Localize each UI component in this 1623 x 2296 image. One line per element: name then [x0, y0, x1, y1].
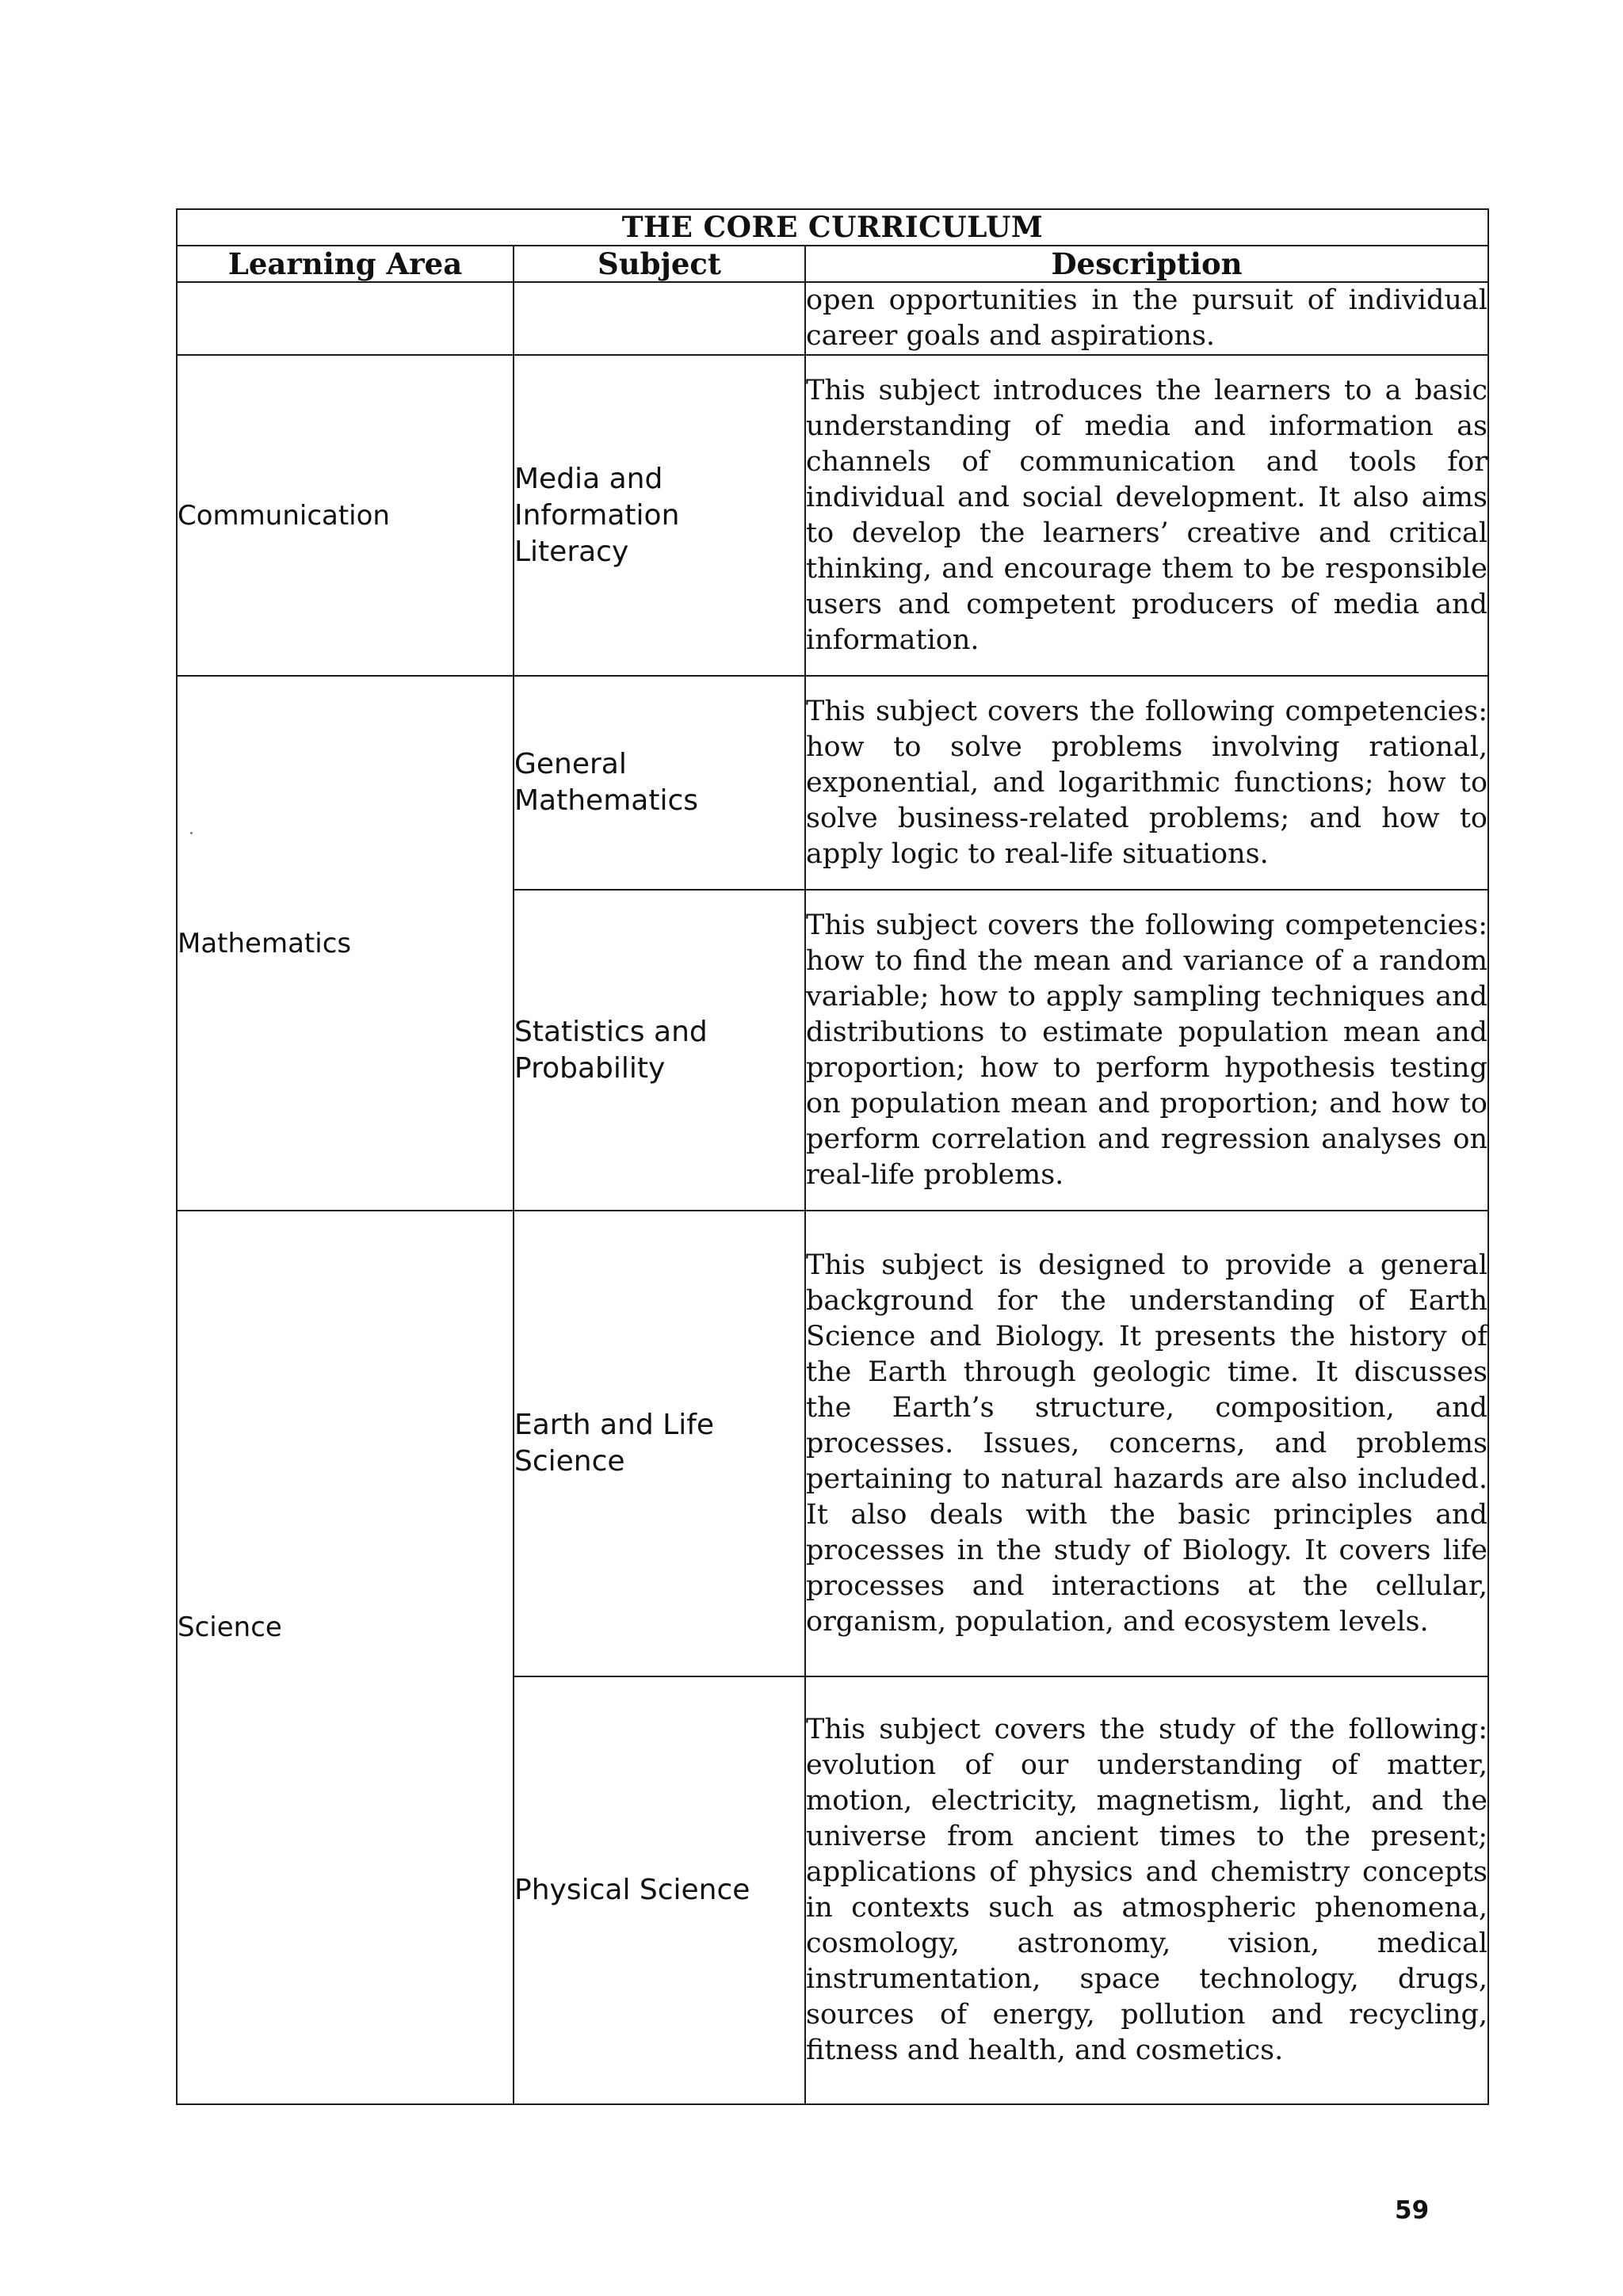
- table-row: [177, 676, 1488, 890]
- table-row: [177, 355, 1488, 676]
- description-text: This subject covers the study of the following: evolution of our understanding of matter, motion, electricity, magnetism, light, and the universe from ancient times to the present; applications of physics and chemistry concepts in contexts such as atmospheric phenomena, cosmology, astronomy, vision, medical instrumentation, space technology, drugs, sources of energy, pollution and recycling, fitness and health, and cosmetics.: [806, 1714, 1488, 2066]
- learning-area-cell: [177, 1211, 514, 2104]
- description-text: This subject is designed to provide a general background for the understanding of Earth Science and Biology. It presents the history of the Earth through geologic time. It discusses the Earth’s structure, composition, and processes. Issues, concerns, and problems pertaining to natural hazards are also included. It also deals with the basic principles and processes in the study of Biology. It covers life processes and interactions at the cellular, organism, population, and ecosystem levels.: [806, 1249, 1488, 1638]
- description-text: open opportunities in the pursuit of individual career goals and aspirations.: [806, 284, 1488, 352]
- table-title: THE CORE CURRICULUM: [177, 209, 1488, 246]
- subject-cell: Earth and Life Science: [514, 1211, 805, 1676]
- description-cell: [805, 676, 1488, 890]
- description-cell: [805, 282, 1488, 355]
- learning-area-cell: Mathematics: [177, 676, 514, 1211]
- table-title-row: [177, 209, 1488, 246]
- subject-cell: General Mathematics: [514, 676, 805, 890]
- table-header-row: [177, 246, 1488, 282]
- learning-area-label: Science: [178, 1611, 282, 1643]
- description-text: This subject covers the following competencies: how to find the mean and variance of a random variable; how to apply sampling techniques and distributions to estimate population mean and proportion; how to perform hypothesis testing on population mean and proportion; and how to perform correlation and regression analyses on real-life problems.: [806, 909, 1488, 1191]
- core-curriculum-table: [176, 208, 1489, 2105]
- learning-area-cell: [177, 282, 514, 355]
- subject-cell: Statistics and Probability: [514, 890, 805, 1211]
- description-cell: [805, 355, 1488, 676]
- header-subject: Subject: [514, 246, 805, 282]
- description-cell: [805, 1211, 1488, 1676]
- header-learning-area: Learning Area: [177, 246, 514, 282]
- description-text: This subject covers the following competencies: how to solve problems involving rational, exponential, and logarithmic functions; how to solve business-related problems; and how to apply logic to real-life situations.: [806, 695, 1488, 870]
- subject-cell: [514, 282, 805, 355]
- description-text: This subject introduces the learners to a basic understanding of media and information as channels of communication and tools for individual and social development. It also aims to develop the learners’ creative and critical thinking, and encourage them to be responsible users and competent producers of media and information.: [806, 374, 1488, 656]
- subject-cell: Physical Science: [514, 1676, 805, 2104]
- subject-cell: Media and Information Literacy: [514, 355, 805, 676]
- description-cell: [805, 890, 1488, 1211]
- table-row: [177, 1211, 1488, 1676]
- learning-area-cell: Communication: [177, 355, 514, 676]
- page-number: 59: [1395, 2196, 1430, 2225]
- description-cell: [805, 1676, 1488, 2104]
- table-row: [177, 282, 1488, 355]
- header-description: Description: [805, 246, 1488, 282]
